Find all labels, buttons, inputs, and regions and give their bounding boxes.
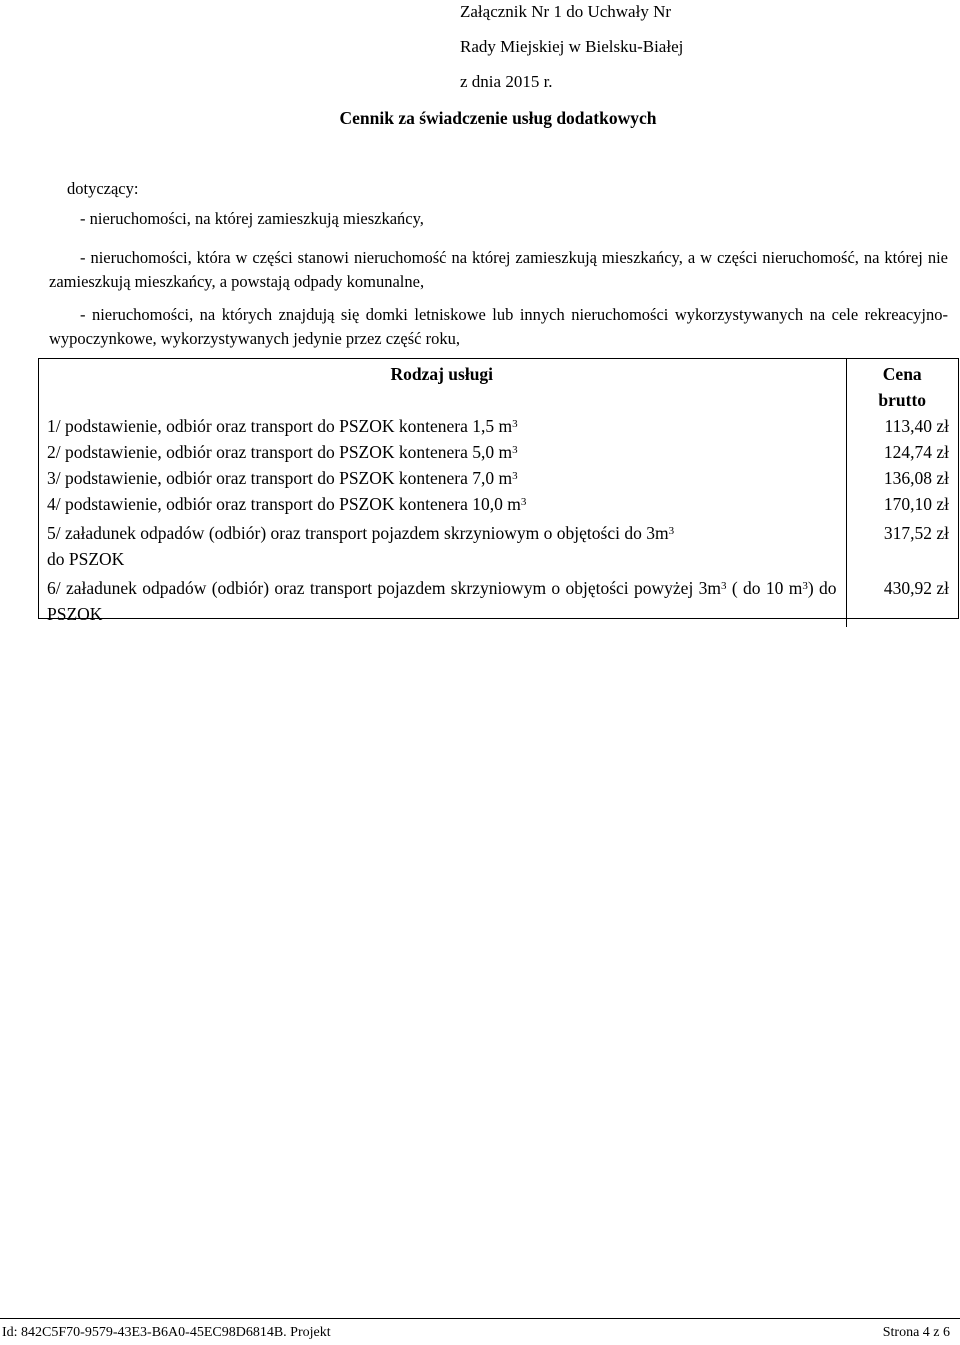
footer-divider bbox=[0, 1318, 960, 1319]
intro-bullet-2: - nieruchomości, która w części stanowi nieruchomość na której zamieszkują mieszkańcy, a w części nieruchomość, na której nie zamieszkują mieszkańcy, a powstają odpady komunalne, bbox=[49, 248, 948, 291]
service-cell bbox=[38, 572, 846, 627]
service-cell bbox=[38, 517, 846, 572]
table-row bbox=[38, 517, 958, 572]
price-cell: 170,10 zł bbox=[883, 494, 949, 514]
column-header-price-line-1: Cena bbox=[882, 364, 922, 384]
superscript: 3 bbox=[668, 525, 675, 537]
service-cell bbox=[38, 439, 846, 465]
superscript: 3 bbox=[520, 496, 527, 508]
table-row bbox=[38, 439, 958, 465]
service-text: 3/ podstawienie, odbiór oraz transport do PSZOK kontenera 7,0 m bbox=[47, 468, 513, 488]
header-line-1: Załącznik Nr 1 do Uchwały Nr bbox=[460, 2, 672, 21]
header-line-3: z dnia 2015 r. bbox=[460, 72, 553, 91]
service-text: ) do PSZOK bbox=[47, 578, 837, 624]
intro-bullet-3: - nieruchomości, na których znajdują się domki letniskowe lub innych nieruchomości wykorzystywanych na cele rekreacyjno-wypoczynkowe, wykorzystywanych jedynie przez część roku, bbox=[49, 305, 948, 348]
footer-document-id: Id: 842C5F70-9579-43E3-B6A0-45EC98D6814B. Projekt bbox=[2, 1325, 331, 1340]
column-header-price bbox=[846, 358, 958, 413]
table-row bbox=[38, 413, 958, 439]
table-row bbox=[38, 491, 958, 517]
header-line-2: Rady Miejskiej w Bielsku-Białej bbox=[460, 37, 684, 56]
superscript: 3 bbox=[512, 444, 518, 456]
table-row bbox=[38, 465, 958, 491]
price-cell: 136,08 zł bbox=[883, 468, 949, 488]
service-text: ( do 10 m bbox=[726, 578, 803, 598]
service-cell bbox=[38, 413, 846, 439]
column-header-price-line-2: brutto bbox=[878, 390, 927, 410]
service-cell bbox=[38, 465, 846, 491]
superscript: 3 bbox=[802, 580, 808, 592]
service-text: 5/ załadunek odpadów (odbiór) oraz transport pojazdem skrzyniowym o objętości do 3m bbox=[47, 523, 669, 543]
document-title: Cennik za świadczenie usług dodatkowych bbox=[339, 108, 657, 128]
superscript: 3 bbox=[721, 580, 727, 592]
superscript: 3 bbox=[512, 418, 518, 430]
service-cell bbox=[38, 491, 846, 517]
footer-page-number: Strona 4 z 6 bbox=[882, 1325, 950, 1340]
column-header-service: Rodzaj usługi bbox=[38, 358, 846, 413]
service-text: 1/ podstawienie, odbiór oraz transport do PSZOK kontenera 1,5 m bbox=[47, 416, 513, 436]
table-row bbox=[38, 572, 958, 627]
price-cell: 124,74 zł bbox=[883, 442, 949, 462]
price-cell: 317,52 zł bbox=[883, 523, 949, 543]
attachment-header bbox=[460, 0, 683, 99]
table-header-row bbox=[38, 358, 958, 413]
superscript: 3 bbox=[512, 470, 518, 482]
price-cell: 430,92 zł bbox=[883, 578, 949, 598]
intro-bullet-1: - nieruchomości, na której zamieszkują mieszkańcy, bbox=[80, 209, 424, 228]
service-text: 2/ podstawienie, odbiór oraz transport do PSZOK kontenera 5,0 m bbox=[47, 442, 513, 462]
price-table bbox=[38, 358, 958, 627]
intro-heading: dotyczący: bbox=[67, 179, 139, 198]
price-cell: 113,40 zł bbox=[884, 416, 949, 436]
service-text: 4/ podstawienie, odbiór oraz transport do PSZOK kontenera 10,0 m bbox=[47, 494, 521, 514]
service-text: 6/ załadunek odpadów (odbiór) oraz transport pojazdem skrzyniowym o objętości powyżej 3m bbox=[47, 578, 722, 598]
service-text-continued: do PSZOK bbox=[47, 549, 125, 569]
